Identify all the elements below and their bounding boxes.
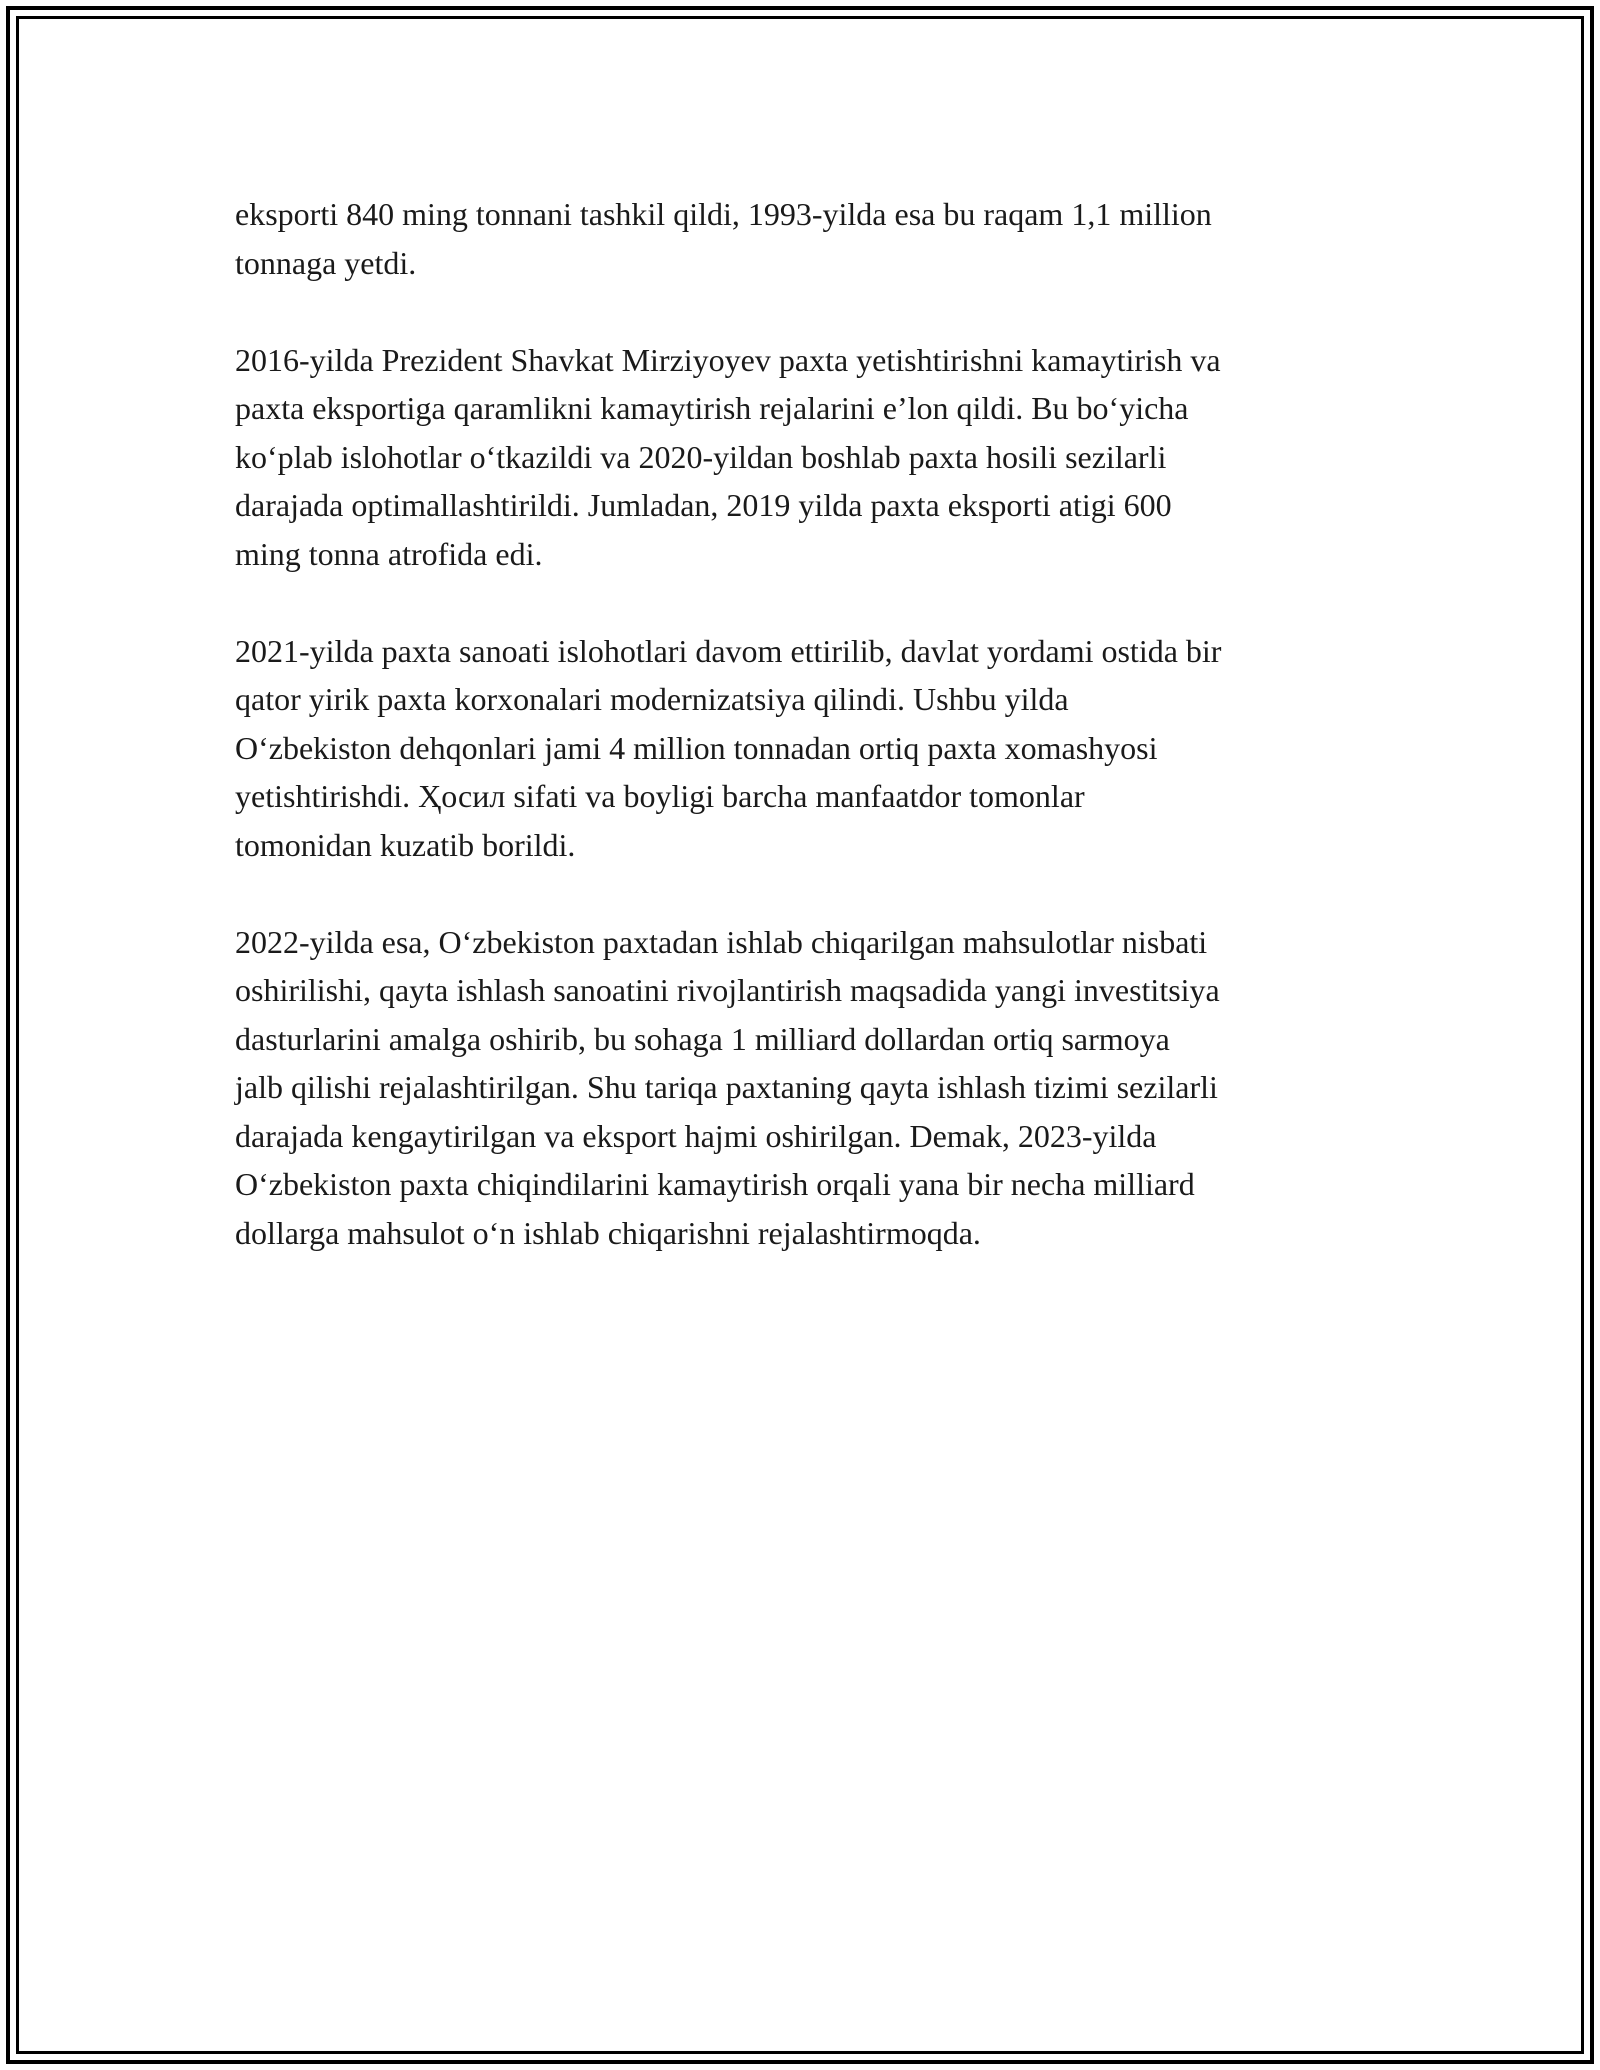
paragraph-3 <box>235 627 1375 870</box>
text-line: qator yirik paxta korxonalari modernizatsiya qilindi. Ushbu yilda <box>235 681 1069 717</box>
text-line: yetishtirishdi. Ҳосил sifati va boyligi barcha manfaatdor tomonlar <box>235 778 1085 814</box>
text-line: 2021-yilda paxta sanoati islohotlari davom ettirilib, davlat yordami ostida bir <box>235 632 1222 669</box>
text-line: darajada kengaytirilgan va eksport hajmi oshirilgan. Demak, 2023-yilda <box>235 1117 1157 1154</box>
text-line: ming tonna atrofida edi. <box>235 535 543 572</box>
text-line: 2016-yilda Prezident Shavkat Mirziyoyev paxta yetishtirishni kamaytirish va <box>235 341 1221 378</box>
document-body <box>235 190 1375 1257</box>
text-line: ko‘plab islohotlar o‘tkazildi va 2020-yildan boshlab paxta hosili sezilarli <box>235 438 1167 475</box>
paragraph-4 <box>235 918 1375 1258</box>
paragraph-1 <box>235 190 1375 287</box>
paragraph-2 <box>235 336 1375 579</box>
text-line: dasturlarini amalga oshirib, bu sohaga 1 milliard dollardan ortiq sarmoya <box>235 1020 1170 1057</box>
text-line: O‘zbekiston paxta chiqindilarini kamaytirish orqali yana bir necha milliard <box>235 1166 1195 1202</box>
text-line: tomonidan kuzatib borildi. <box>235 826 576 863</box>
text-line: dollarga mahsulot o‘n ishlab chiqarishni rejalashtirmoqda. <box>235 1214 981 1251</box>
text-line: oshirilishi, qayta ishlash sanoatini rivojlantirish maqsadida yangi investitsiya <box>235 972 1220 1008</box>
text-line: jalb qilishi rejalashtirilgan. Shu tariqa paxtaning qayta ishlash tizimi sezilarli <box>235 1069 1218 1105</box>
text-line: eksporti 840 ming tonnani tashkil qildi, 1993-yilda esa bu raqam 1,1 million <box>235 196 1212 232</box>
text-line: darajada optimallashtirildi. Jumladan, 2019 yilda paxta eksporti atigi 600 <box>235 487 1172 523</box>
text-line: paxta eksportiga qaramlikni kamaytirish rejalarini e’lon qildi. Bu bo‘yicha <box>235 390 1189 426</box>
text-line: O‘zbekiston dehqonlari jami 4 million tonnadan ortiq paxta xomashyosi <box>235 729 1158 766</box>
text-line: 2022-yilda esa, O‘zbekiston paxtadan ishlab chiqarilgan mahsulotlar nisbati <box>235 923 1208 960</box>
text-line: tonnaga yetdi. <box>235 244 417 281</box>
